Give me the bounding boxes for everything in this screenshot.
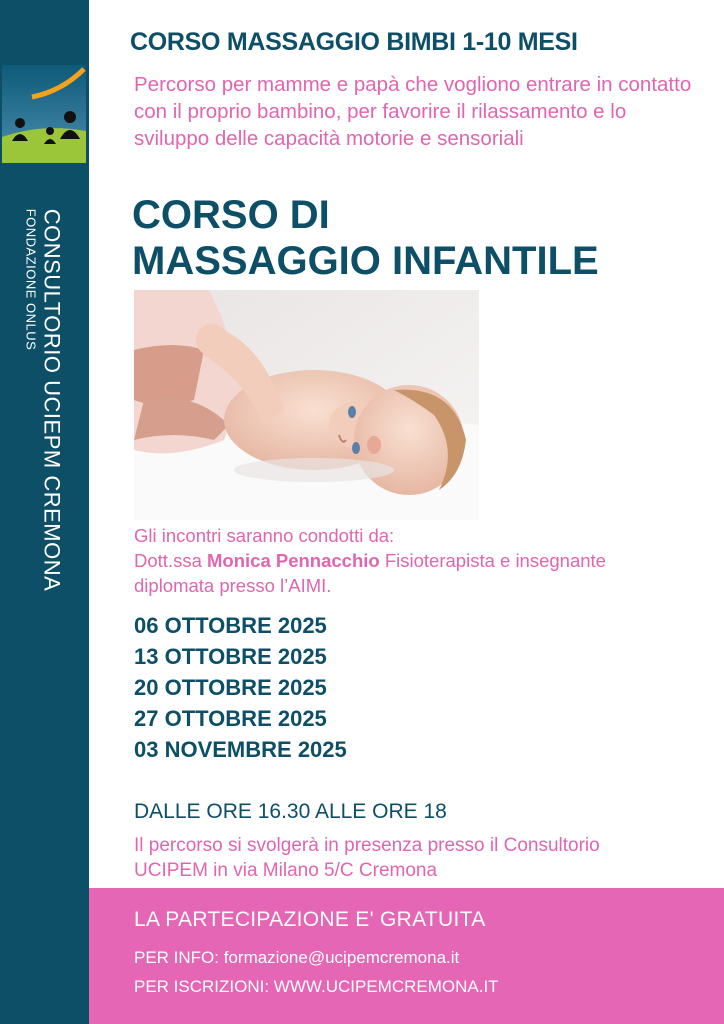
schedule-hours: DALLE ORE 16.30 ALLE ORE 18 <box>134 800 447 823</box>
org-name: CONSULTORIO UCIEPM CREMONA <box>39 208 65 592</box>
org-type: FONDAZIONE ONLUS <box>23 208 39 351</box>
date-item: 06 OTTOBRE 2025 <box>134 613 327 638</box>
free-participation: LA PARTECIPAZIONE E' GRATUITA <box>134 908 486 931</box>
baby-massage-photo <box>134 290 479 520</box>
teacher-prefix: Dott.ssa <box>134 550 207 571</box>
teacher-info <box>134 523 654 598</box>
course-description: Percorso per mamme e papà che vogliono entrare in contatto con il proprio bambino, per favorire il rilassamento e lo sviluppo delle capacità motorie e sensoriali <box>134 73 692 150</box>
teacher-intro: Gli incontri saranno condotti da: <box>134 525 395 546</box>
footer-banner <box>89 888 724 1024</box>
teacher-name: Monica Pennacchio <box>207 550 380 571</box>
vertical-text <box>24 209 65 592</box>
info-email: PER INFO: formazione@ucipemcremona.it <box>134 948 460 967</box>
title-line-1: CORSO DI <box>132 193 330 237</box>
dates-list <box>134 610 347 765</box>
teacher-role: Fisioterapista e insegnante diplomata presso l’AIMI. <box>134 550 606 596</box>
course-subtitle: CORSO MASSAGGIO BIMBI 1-10 MESI <box>130 28 578 56</box>
date-item: 13 OTTOBRE 2025 <box>134 644 327 669</box>
logo <box>2 65 86 163</box>
date-item: 27 OTTOBRE 2025 <box>134 706 327 731</box>
schedule-location: Il percorso si svolgerà in presenza presso il Consultorio UCIPEM in via Milano 5/C Cremona <box>134 835 600 881</box>
signup-website: PER ISCRIZIONI: WWW.UCIPEMCREMONA.IT <box>134 977 499 996</box>
date-item: 20 OTTOBRE 2025 <box>134 675 327 700</box>
page-title <box>132 192 599 284</box>
title-line-2: MASSAGGIO INFANTILE <box>132 239 599 283</box>
date-item: 03 NOVEMBRE 2025 <box>134 737 347 762</box>
sidebar <box>0 0 89 1024</box>
